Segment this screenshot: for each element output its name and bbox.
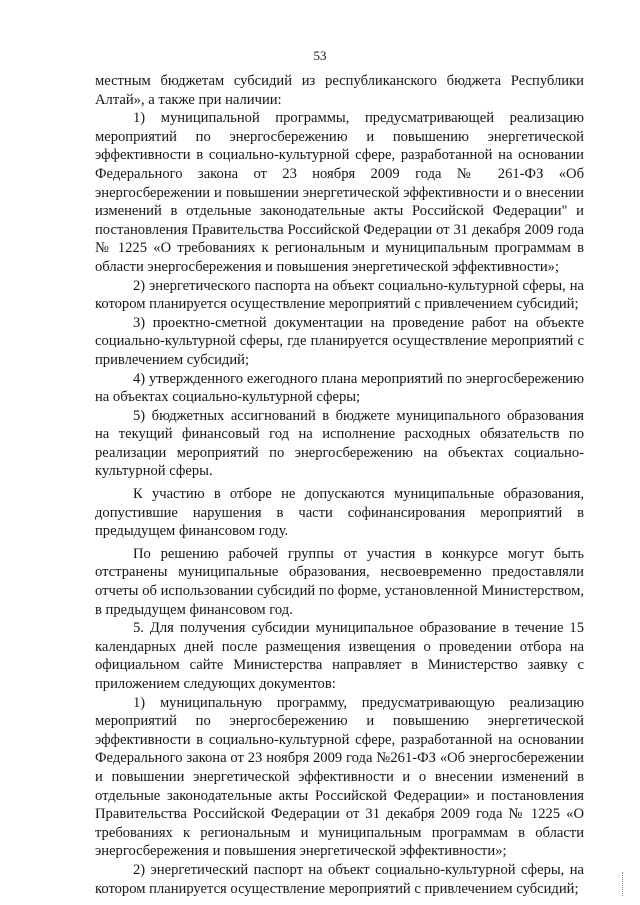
paragraph-item-2-energy-passport: 2) энергетического паспорта на объект социально-культурной сферы, на котором планируется осуществление мероприятий с привлечением субсидий; (95, 277, 584, 313)
paragraph-doc-item-2-energy-passport: 2) энергетический паспорт на объект социально-культурной сферы, на котором планируется осуществление мероприятий с привлечением субсидий; (95, 861, 584, 897)
document-body (95, 72, 584, 898)
paragraph-item-4-annual-plan: 4) утвержденного ежегодного плана мероприятий по энергосбережению на объектах социально-культурной сферы; (95, 370, 584, 406)
paragraph-doc-item-1-program: 1) муниципальную программу, предусматривающую реализацию мероприятий по энергосбережению и повышению энергетической эффективности в социально-культурной сфере, разработанной на основании Федерального закона от 23 ноября 2009 года №261-ФЗ «Об энергосбережении и повышении энергетической эффективности и о внесении изменений в отдельные законодательные акты Российской Федерации» и постановления Правительства Российской Федерации от 31 декабря 2009 года № 1225 «О требованиях к региональным и муниципальным программам в области энергосбережения и повышения энергетической эффективности»; (95, 694, 584, 860)
paragraph-continuation: местным бюджетам субсидий из республиканского бюджета Республики Алтай», а также при наличии: (95, 73, 584, 108)
paragraph-exclusion: К участию в отборе не допускаются муниципальные образования, допустившие нарушения в части софинансирования мероприятий в предыдущем финансовом году. (95, 486, 584, 540)
margin-mark (622, 872, 627, 896)
paragraph-removal: По решению рабочей группы от участия в конкурсе могут быть отстранены муниципальные образования, несвоевременно предоставляли отчеты об использовании субсидий по форме, установленной Министерством, в предыдущем финансовом год. (95, 545, 584, 618)
paragraph-section-5: 5. Для получения субсидии муниципальное образование в течение 15 календарных дней после размещения извещения о проведении отбора на официальном сайте Министерства направляет в Министерство заявку с приложением следующих документов: (95, 620, 584, 692)
paragraph-item-1-program: 1) муниципальной программы, предусматривающей реализацию мероприятий по энергосбережению и повышению энергетической эффективности в социально-культурной сфере, разработанной на основании Федерального закона от 23 ноября 2009 года № 261-ФЗ «Об энергосбережении и повышении энергетической эффективности и о внесении изменений в отдельные законодательные акты Российской Федерации" и постановления Правительства Российской Федерации от 31 декабря 2009 года № 1225 «О требованиях к региональным и муниципальным программам в области энергосбережения и повышения энергетической эффективности»; (95, 110, 584, 275)
paragraph-item-3-design-docs: 3) проектно-сметной документации на проведение работ на объекте социально-культурной сферы, где планируется осуществление мероприятий с привлечением субсидий; (95, 314, 584, 368)
page-number: 53 (313, 48, 327, 63)
paragraph-item-5-budget: 5) бюджетных ассигнований в бюджете муниципального образования на текущий финансовый год на исполнение расходных обязательств по реализации мероприятий по энергосбережению на объектах социально-культурной сферы. (95, 407, 584, 480)
